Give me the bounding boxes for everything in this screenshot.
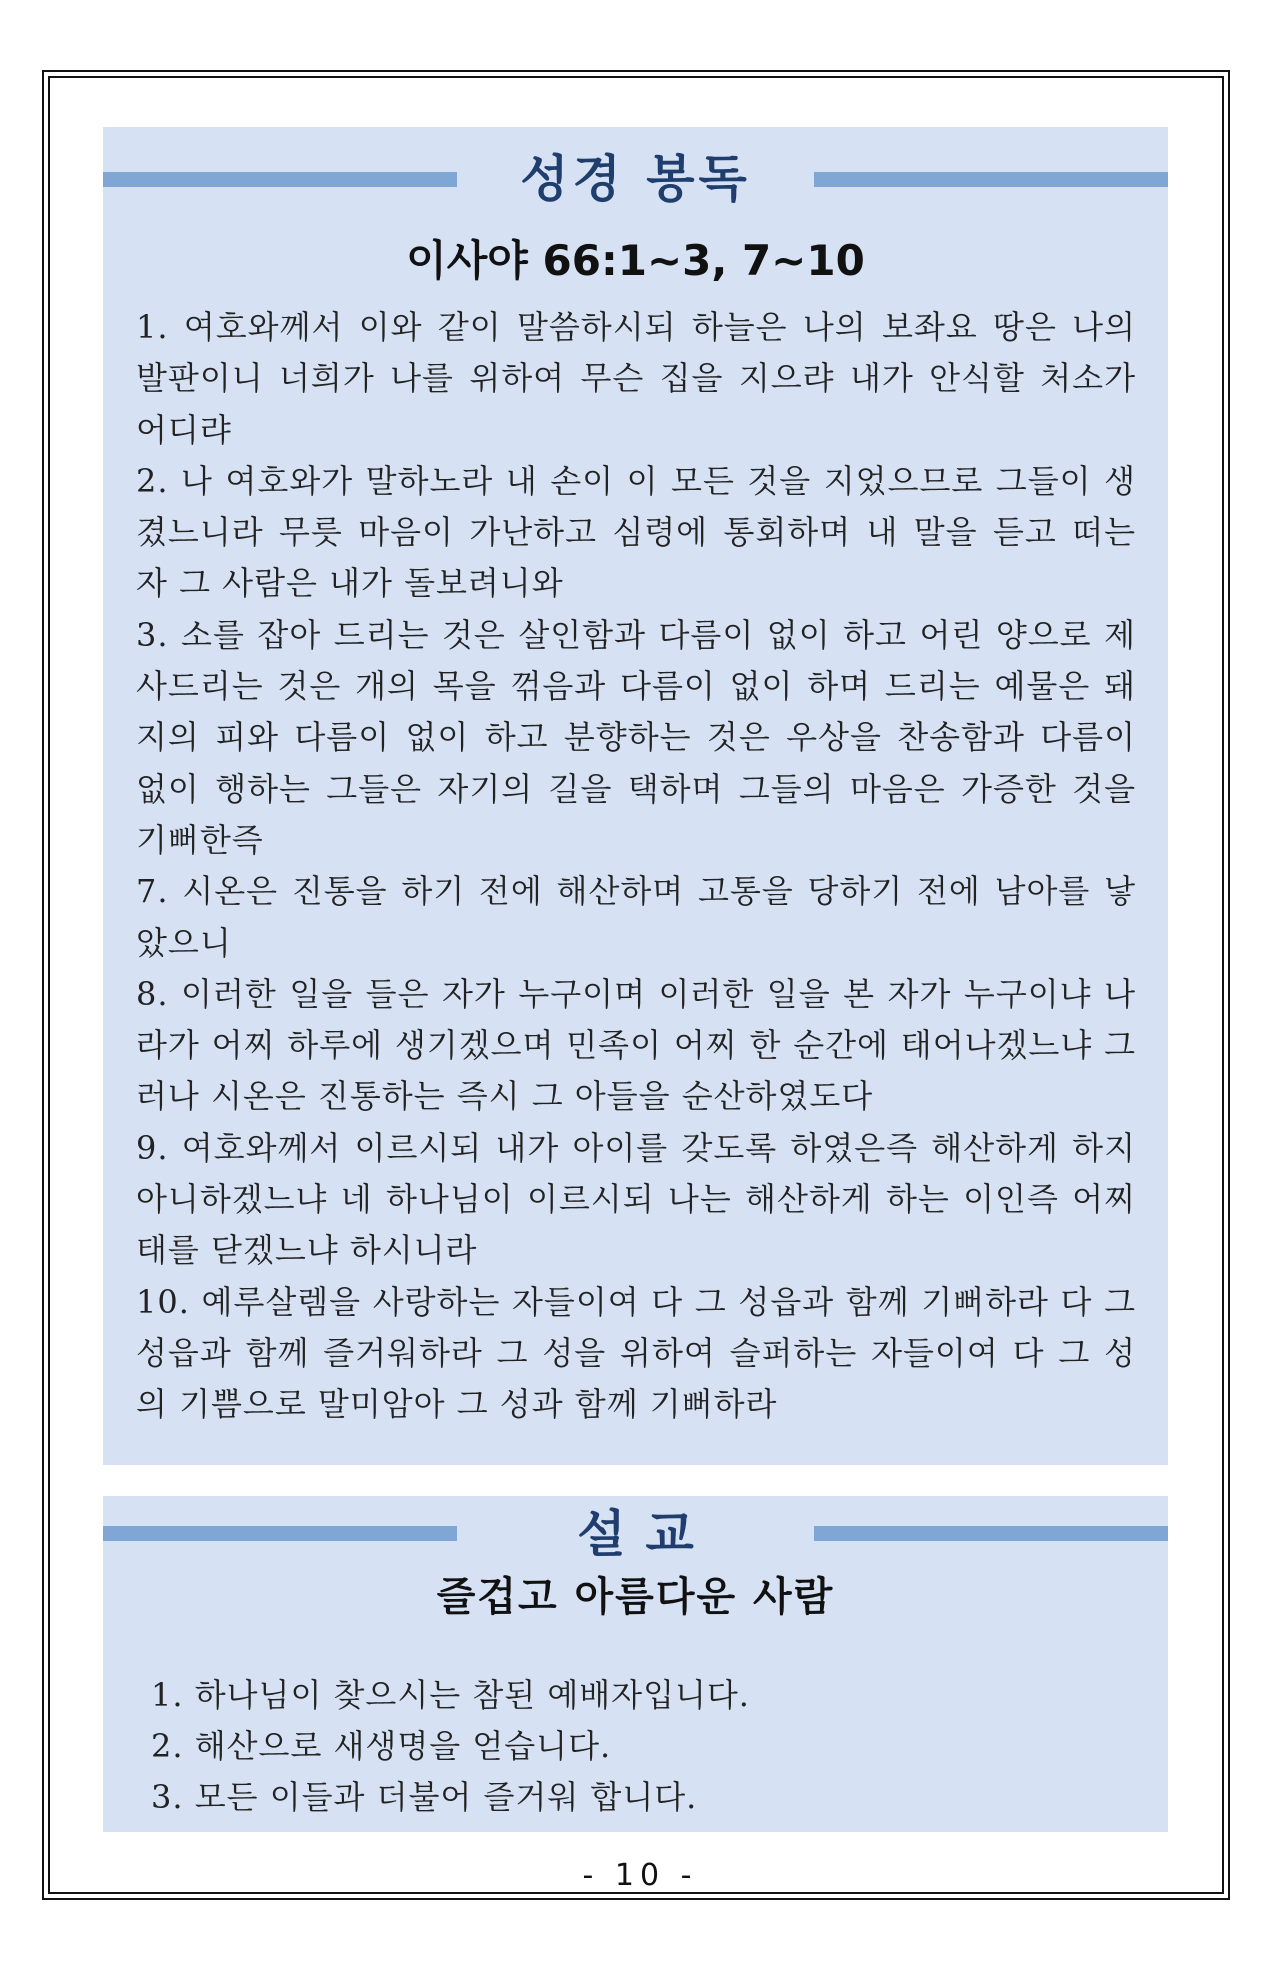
verse: 2. 나 여호와가 말하노라 내 손이 이 모든 것을 지었으므로 그들이 생겼느니라 무릇 마음이 가난하고 심령에 통회하며 내 말을 듣고 떠는 자 그 사람은 내가 돌보려니와 — [136, 461, 1136, 603]
sermon-title: 즐겁고 아름다운 사람 — [436, 1574, 835, 1620]
page-number: - 10 - — [582, 1858, 698, 1893]
scripture-reading-panel — [103, 127, 1168, 1465]
verse: 9. 여호와께서 이르시되 내가 아이를 갖도록 하였은즉 해산하게 하지 아니하겠느냐 네 하나님이 이르시되 나는 해산하게 하는 이인즉 어찌 태를 닫겠느냐 하시니라 — [136, 1128, 1136, 1270]
sermon-points — [151, 1670, 1131, 1823]
verse: 1. 여호와께서 이와 같이 말씀하시되 하늘은 나의 보좌요 땅은 나의 발판이니 너희가 나를 위하여 무슨 집을 지으랴 내가 안식할 처소가 어디랴 — [136, 308, 1136, 449]
sermon-panel — [103, 1496, 1168, 1832]
sermon-heading-row — [103, 1504, 1168, 1564]
scripture-verses — [136, 302, 1136, 1431]
verse: 3. 소를 잡아 드리는 것은 살인함과 다름이 없이 하고 어린 양으로 제사드리는 것은 개의 목을 꺾음과 다름이 없이 하며 드리는 예물은 돼지의 피와 다름이 없이 하고 분향하는 것은 우상을 찬송함과 다름이 없이 행하는 그들은 자기의 길을 택하며 그들의 마음은 가증한 것을 기뻐한즉 — [136, 615, 1136, 859]
scripture-reading-heading-row — [103, 149, 1168, 209]
sermon-point: 1. 하나님이 찾으시는 참된 예배자입니다. — [151, 1676, 750, 1714]
verse: 8. 이러한 일을 들은 자가 누구이며 이러한 일을 본 자가 누구이냐 나라가 어찌 하루에 생기겠으며 민족이 어찌 한 순간에 태어나겠느냐 그러나 시온은 진통하는 즉시 그 아들을 순산하였도다 — [136, 974, 1136, 1116]
scripture-reference: 이사야 66:1~3, 7~10 — [406, 236, 865, 285]
verse: 10. 예루살렘을 사랑하는 자들이여 다 그 성읍과 함께 기뻐하라 다 그 성읍과 함께 즐거워하라 그 성을 위하여 슬퍼하는 자들이여 다 그 성의 기쁨으로 말미암아 그 성과 함께 기뻐하라 — [136, 1282, 1136, 1424]
scripture-reading-heading: 성경 봉독 — [520, 150, 751, 208]
sermon-heading: 설교 — [577, 1505, 714, 1563]
sermon-point: 3. 모든 이들과 더불어 즐거워 합니다. — [151, 1778, 698, 1816]
sermon-point: 2. 해산으로 새생명을 얻습니다. — [151, 1727, 612, 1765]
verse: 7. 시온은 진통을 하기 전에 해산하며 고통을 당하기 전에 남아를 낳았으니 — [136, 872, 1136, 962]
